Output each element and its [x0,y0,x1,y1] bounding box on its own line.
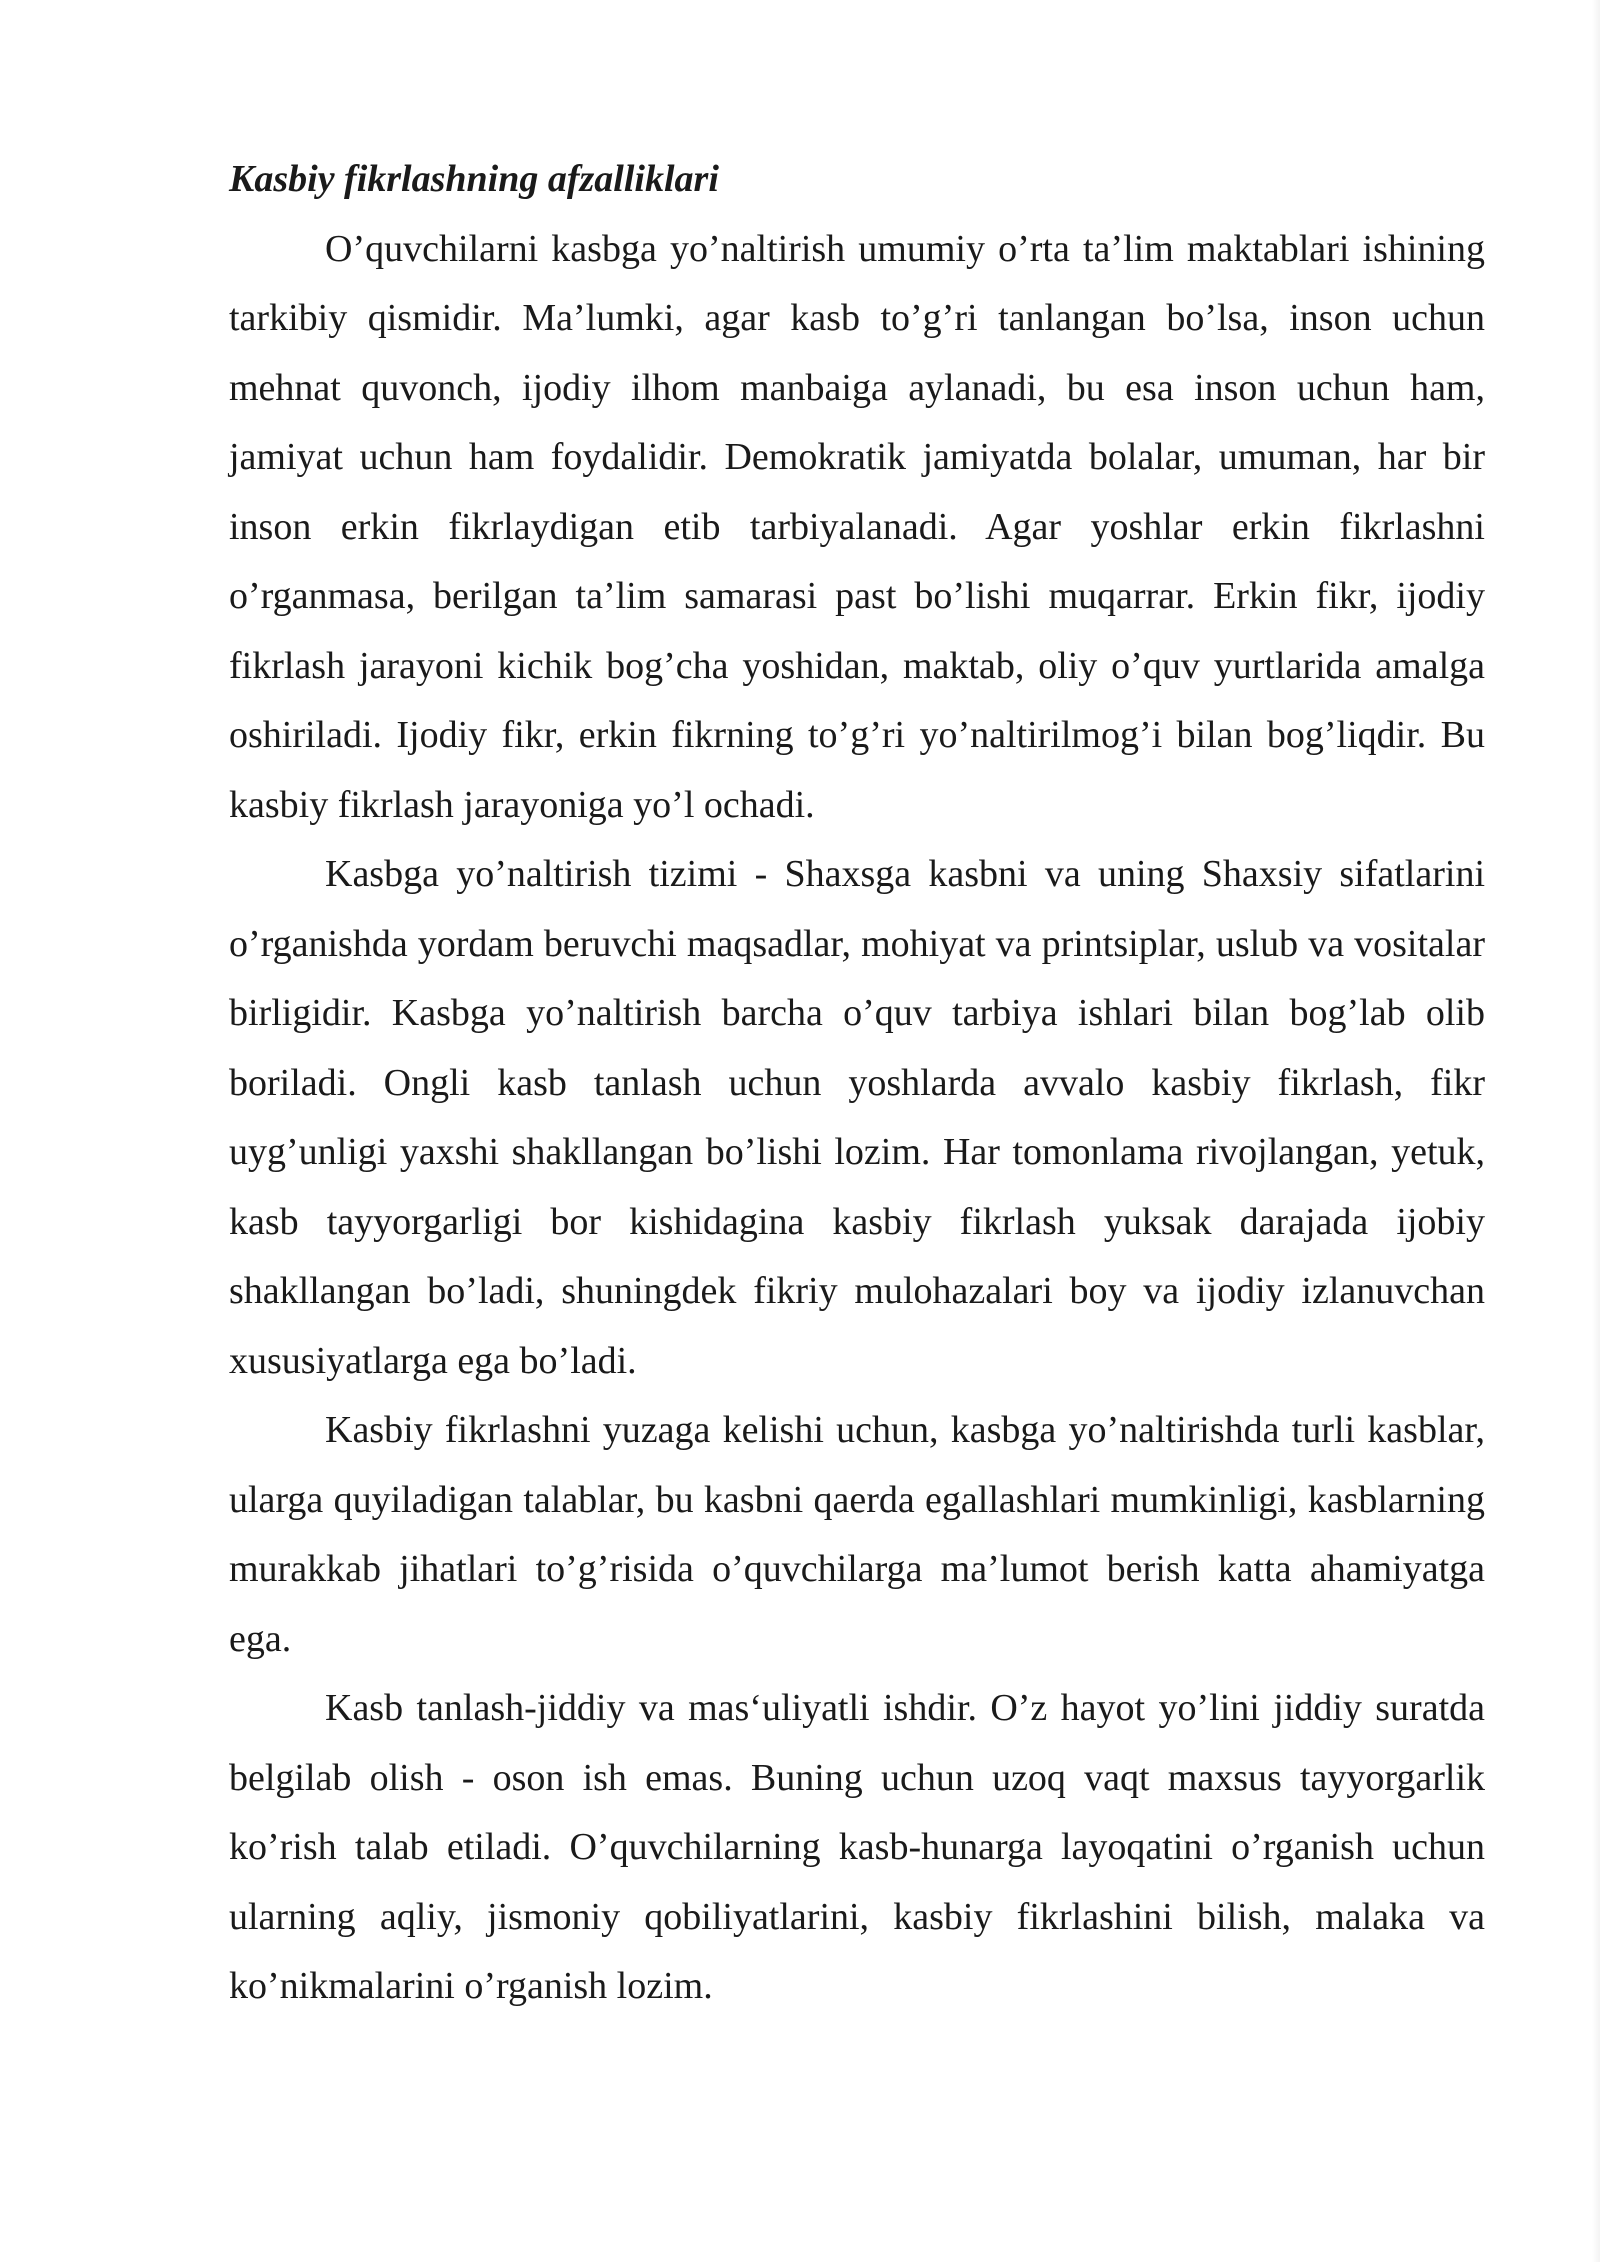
paragraph-3: Kasbiy fikrlashni yuzaga kelishi uchun, kasbga yo’naltirishda turli kasblar, ularga quyiladigan talablar, bu kasbni qaerda egallashlari mumkinligi, kasblarning murakkab jihatlari to’g’risida o’quvchilarga ma’lumot berish katta ahamiyatga ega. [229,1409,1485,1660]
paragraph-1: O’quvchilarni kasbga yo’naltirish umumiy o’rta ta’lim maktablari ishining tarkibiy qismidir. Ma’lumki, agar kasb to’g’ri tanlangan bo’lsa, inson uchun mehnat quvonch, ijodiy ilhom manbaiga aylanadi, bu esa inson uchun ham, jamiyat uchun ham foydalidir. Demokratik jamiyatda bolalar, umuman, har bir inson erkin fikrlaydigan etib tarbiyalanadi. Agar yoshlar erkin fikrlashni o’rganmasa, berilgan ta’lim samarasi past bo’lishi muqarrar. Erkin fikr, ijodiy fikrlash jarayoni kichik bog’cha yoshidan, maktab, oliy o’quv yurtlarida amalga oshiriladi. Ijodiy fikr, erkin fikrning to’g’ri yo’naltirilmog’i bilan bog’liqdir. Bu kasbiy fikrlash jarayoniga yo’l ochadi. [229,227,1485,826]
section-heading: Kasbiy fikrlashning afzalliklari [229,158,719,200]
document-body [229,145,1485,2022]
paragraph-4: Kasb tanlash-jiddiy va mas‘uliyatli ishdir. O’z hayot yo’lini jiddiy suratda belgilab olish - oson ish emas. Buning uchun uzoq vaqt maxsus tayyorgarlik ko’rish talab etiladi. O’quvchilarning kasb-hunarga layoqatini o’rganish uchun ularning aqliy, jismoniy qobiliyatlarini, kasbiy fikrlashini bilish, malaka va ko’nikmalarini o’rganish lozim. [229,1687,1485,2007]
page-edge-shadow [1592,0,1600,2262]
paragraph-2: Kasbga yo’naltirish tizimi - Shaxsga kasbni va uning Shaxsiy sifatlarini o’rganishda yordam beruvchi maqsadlar, mohiyat va printsiplar, uslub va vositalar birligidir. Kasbga yo’naltirish barcha o’quv tarbiya ishlari bilan bog’lab olib boriladi. Ongli kasb tanlash uchun yoshlarda avvalo kasbiy fikrlash, fikr uyg’unligi yaxshi shakllangan bo’lishi lozim. Har tomonlama rivojlangan, yetuk, kasb tayyorgarligi bor kishidagina kasbiy fikrlash yuksak darajada ijobiy shakllangan bo’ladi, shuningdek fikriy mulohazalari boy va ijodiy izlanuvchan xususiyatlarga ega bo’ladi. [229,853,1485,1382]
